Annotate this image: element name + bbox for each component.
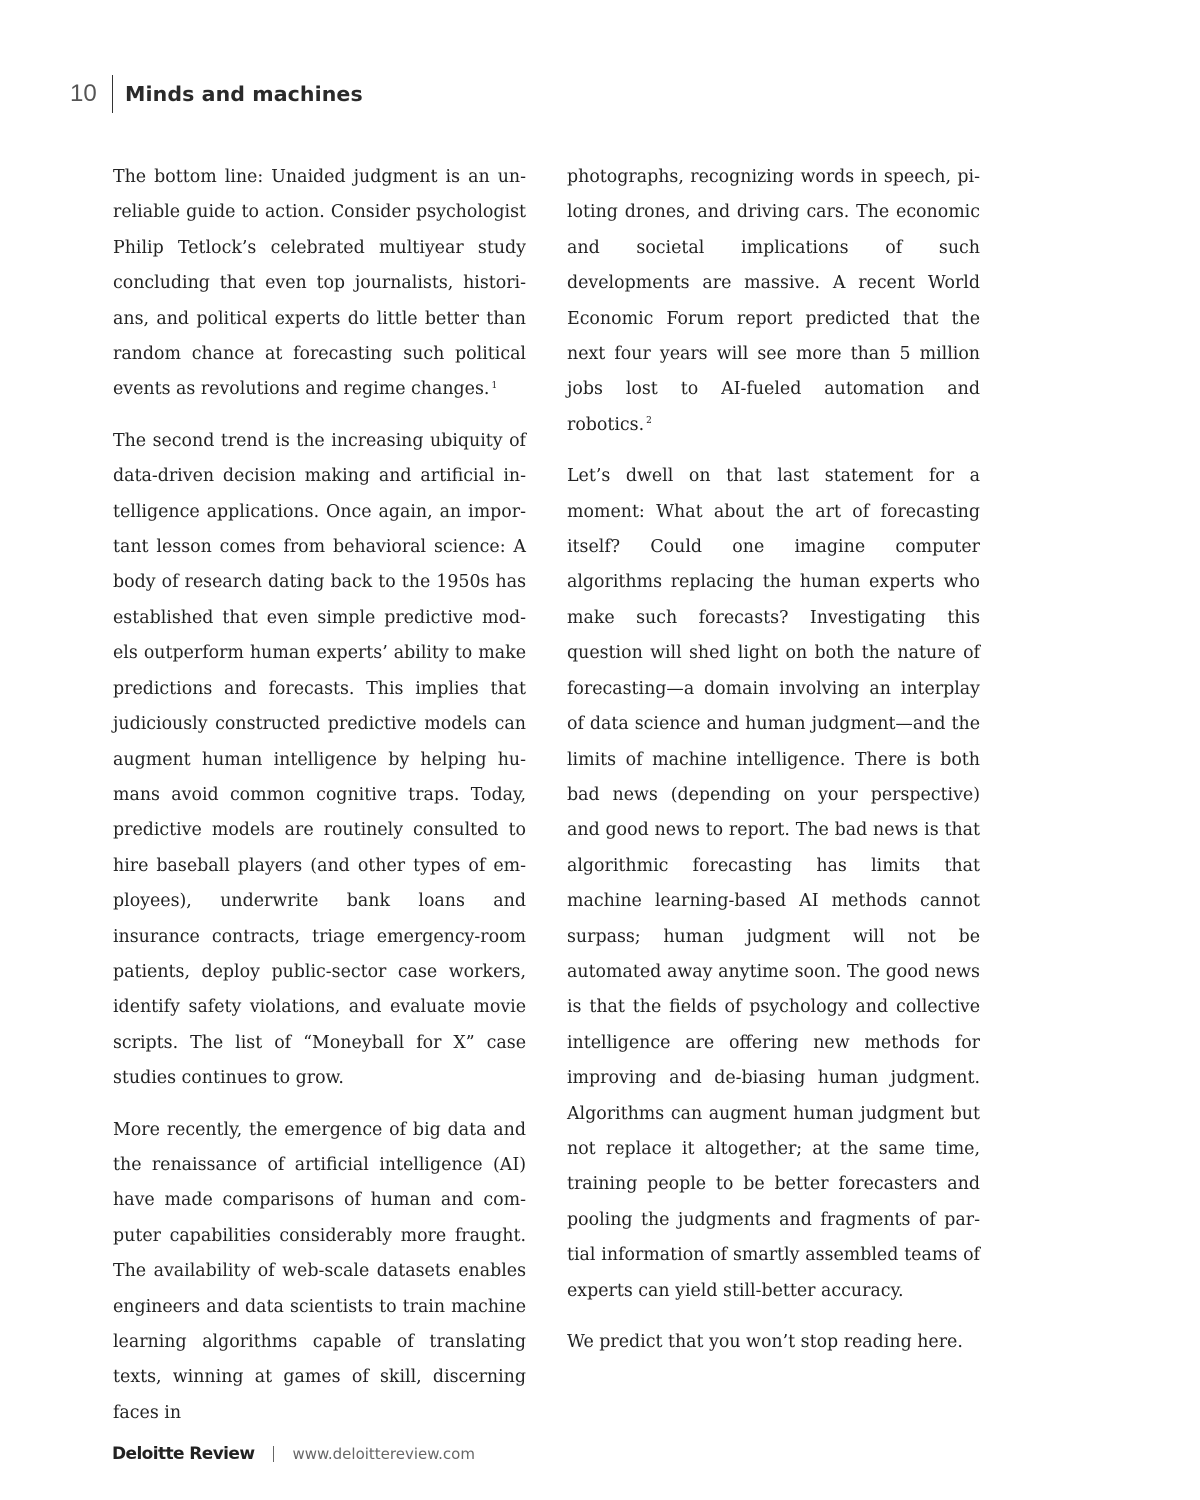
paragraph-continued: [567, 160, 980, 443]
left-column: [113, 160, 526, 1447]
paragraph-big-data: More recently, the emergence of big data and the renaissance of artificial intelligence (AI) have made comparisons of human and computer capabilities considerably more fraught. The availability of web-scale datasets enables engineers and data scientists to train machine learning algorithms capable of translating texts, winning at games of skill, discerning faces in: [113, 1119, 526, 1423]
footer-divider: [273, 1446, 274, 1462]
header-divider: [112, 75, 113, 113]
paragraph-text: The bottom line: Unaided judgment is an unreliable guide to action. Consider psychologist Philip Tetlock’s celebrated multiyear study concluding that even top journalists, historians, and political experts do little better than random chance at forecasting such political events as revolutions and regime changes.: [113, 167, 526, 400]
paragraph-text: photographs, recognizing words in speech, piloting drones, and driving cars. The economic and societal implications of such developments are massive. A recent World Economic Forum report predicted that the next four years will see more than 5 million jobs lost to AI-fueled automation and robotics.: [567, 167, 980, 435]
website-url: www.deloittereview.com: [292, 1445, 475, 1463]
footnote-marker: 1: [491, 380, 498, 391]
page-number: 10: [70, 80, 97, 107]
paragraph-forecasting: Let’s dwell on that last statement for a moment: What about the art of forecasting itself? Could one imagine computer algorithms replacing the human experts who make such forecasts? Investigating this question will shed light on both the nature of forecasting—a domain involving an interplay of data science and human judgment—and the limits of machine intelligence. There is both bad news (depending on your perspective) and good news to report. The bad news is that algorithmic forecasting has limits that machine learning-based AI methods cannot surpass; human judgment will not be automated away anytime soon. The good news is that the fields of psychology and collective intelligence are offering new methods for improving and de-biasing human judgment. Algorithms can augment human judgment but not replace it altogether; at the same time, training people to be better forecasters and pooling the judgments and fragments of partial information of smartly assembled teams of experts can yield still-better accuracy.: [567, 466, 980, 1301]
right-column: [567, 160, 980, 1376]
page-header: [70, 74, 363, 114]
footnote-marker: 2: [646, 416, 652, 427]
paragraph-second-trend: The second trend is the increasing ubiquity of data-driven decision making and artificial intelligence applications. Once again, an important lesson comes from behavioral science: A body of research dating back to the 1950s has established that even simple predictive models outperform human experts’ ability to make predictions and forecasts. This implies that judiciously constructed predictive models can augment human intelligence by helping humans avoid common cognitive traps. Today, predictive models are routinely consulted to hire baseball players (and other types of employees), underwrite bank loans and insurance contracts, triage emergency-room patients, deploy public-sector case workers, identify safety violations, and evaluate movie scripts. The list of “Moneyball for X” case studies continues to grow.: [113, 430, 526, 1089]
page-footer: [112, 1438, 475, 1470]
publication-brand: Deloitte Review: [112, 1444, 255, 1464]
paragraph-closing: We predict that you won’t stop reading here.: [567, 1332, 963, 1352]
paragraph-bottom-line: [113, 160, 526, 408]
section-title: Minds and machines: [125, 82, 363, 106]
